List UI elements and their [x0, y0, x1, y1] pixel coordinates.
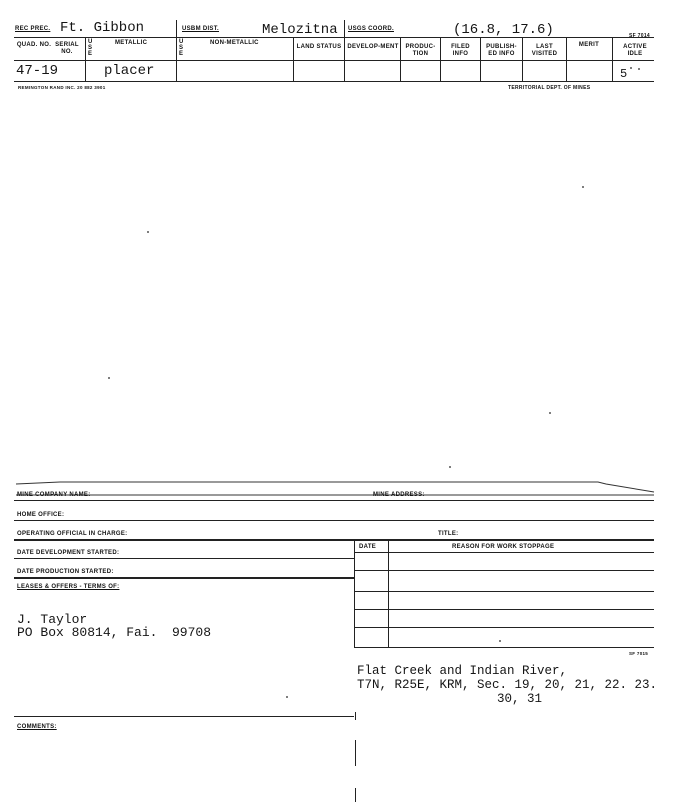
- speck: [286, 696, 288, 698]
- header-development: DEVELOP-MENT: [347, 44, 399, 50]
- pencil-mark: [630, 67, 632, 69]
- top-line-3: [14, 81, 654, 82]
- mine-company-label: MINE COMPANY NAME:: [17, 492, 91, 498]
- edge-mark: [355, 788, 356, 802]
- reason-column-label: REASON FOR WORK STOPPAGE: [452, 544, 555, 550]
- date-column-label: DATE: [359, 544, 377, 550]
- usgs-coord-label: USGS COORD.: [348, 26, 394, 32]
- lease-name: J. Taylor: [17, 612, 88, 627]
- header-published-info: PUBLISH-ED INFO: [486, 44, 517, 57]
- header-merit: MERIT: [578, 42, 600, 48]
- col-divider: [522, 37, 523, 81]
- stoppage-row-line: [354, 552, 654, 553]
- rec-prec-value: Ft. Gibbon: [60, 20, 145, 36]
- stoppage-left-border: [354, 539, 355, 648]
- line-company: [14, 500, 654, 501]
- usgs-coord-value: (16.8, 17.6): [453, 22, 554, 38]
- metallic-value: placer: [104, 63, 155, 79]
- edge-mark: [355, 740, 356, 766]
- col-divider: [612, 37, 613, 81]
- header-serial-no: SERIAL NO.: [55, 42, 79, 55]
- col-divider: [566, 37, 567, 81]
- stoppage-row-line: [354, 609, 654, 610]
- usbm-dist-value: Melozitna: [262, 22, 338, 38]
- title-label: TITLE:: [438, 531, 459, 537]
- col-divider: [440, 37, 441, 81]
- col-divider: [480, 37, 481, 81]
- card-top-edge: [14, 476, 656, 498]
- printer-line: REMINGTON RAND INC. 20 882 3901: [18, 85, 106, 90]
- header-filed-info: FILED INFO: [451, 44, 470, 57]
- header-quad-no: QUAD. NO.: [16, 42, 52, 48]
- comments-label: COMMENTS:: [17, 724, 57, 730]
- date-production-label: DATE PRODUCTION STARTED:: [17, 569, 114, 575]
- header-metallic: METALLIC: [115, 40, 148, 46]
- date-development-label: DATE DEVELOPMENT STARTED:: [17, 550, 120, 556]
- line-date-prod: [14, 577, 354, 579]
- location-line-1: Flat Creek and Indian River,: [357, 664, 568, 678]
- col-divider: [344, 20, 345, 81]
- form-number-top: SF 7014: [629, 33, 651, 39]
- lease-zip: 99708: [172, 625, 212, 640]
- col-divider: [85, 37, 86, 81]
- header-production: PRODUC-TION: [405, 44, 436, 57]
- top-line-2: [14, 60, 654, 61]
- edge-mark: [355, 712, 356, 720]
- mine-address-label: MINE ADDRESS:: [373, 492, 425, 498]
- speck: [582, 186, 584, 188]
- header-last-visited: LAST VISITED: [531, 44, 558, 57]
- active-idle-mark: 5: [620, 67, 628, 81]
- speck: [549, 412, 551, 414]
- lease-address: PO Box 80814, Fai.: [17, 625, 158, 640]
- line-home-office: [14, 520, 654, 521]
- stoppage-row-line: [354, 570, 654, 571]
- line-date-dev: [14, 558, 354, 559]
- header-active-idle: ACTIVE IDLE: [623, 44, 647, 57]
- col-divider: [176, 20, 177, 81]
- speck: [108, 377, 110, 379]
- location-line-2: T7N, R25E, KRM, Sec. 19, 20, 21, 22. 23.: [357, 678, 658, 692]
- form-number-bottom: SF 7015: [629, 651, 649, 656]
- header-land-status: LAND STATUS: [296, 44, 342, 50]
- home-office-label: HOME OFFICE:: [17, 512, 65, 518]
- speck: [449, 466, 451, 468]
- line-official: [14, 539, 654, 541]
- usbm-dist-label: USBM DIST.: [182, 26, 220, 32]
- location-line-3: 30, 31: [497, 692, 543, 706]
- col-divider: [293, 37, 294, 81]
- rec-prec-label: REC PREC.: [15, 26, 51, 32]
- speck: [499, 640, 501, 642]
- stoppage-row-line: [354, 627, 654, 628]
- stoppage-row-line: [354, 591, 654, 592]
- header-use-nonmetallic: U S E: [179, 39, 184, 57]
- stoppage-row-line: [354, 647, 654, 648]
- quad-serial-value: 47-19: [16, 63, 59, 79]
- top-line-1: [14, 37, 654, 38]
- header-non-metallic: NON-METALLIC: [210, 40, 259, 46]
- operating-official-label: OPERATING OFFICIAL IN CHARGE:: [17, 531, 128, 537]
- line-comments: [14, 716, 354, 717]
- speck: [147, 231, 149, 233]
- pencil-mark: [638, 68, 640, 70]
- dept-line: TERRITORIAL DEPT. OF MINES: [508, 85, 591, 91]
- stoppage-date-divider: [388, 539, 389, 648]
- header-use-metallic: U S E: [88, 39, 93, 57]
- leases-label: LEASES & OFFERS - TERMS OF:: [17, 584, 120, 590]
- col-divider: [400, 37, 401, 81]
